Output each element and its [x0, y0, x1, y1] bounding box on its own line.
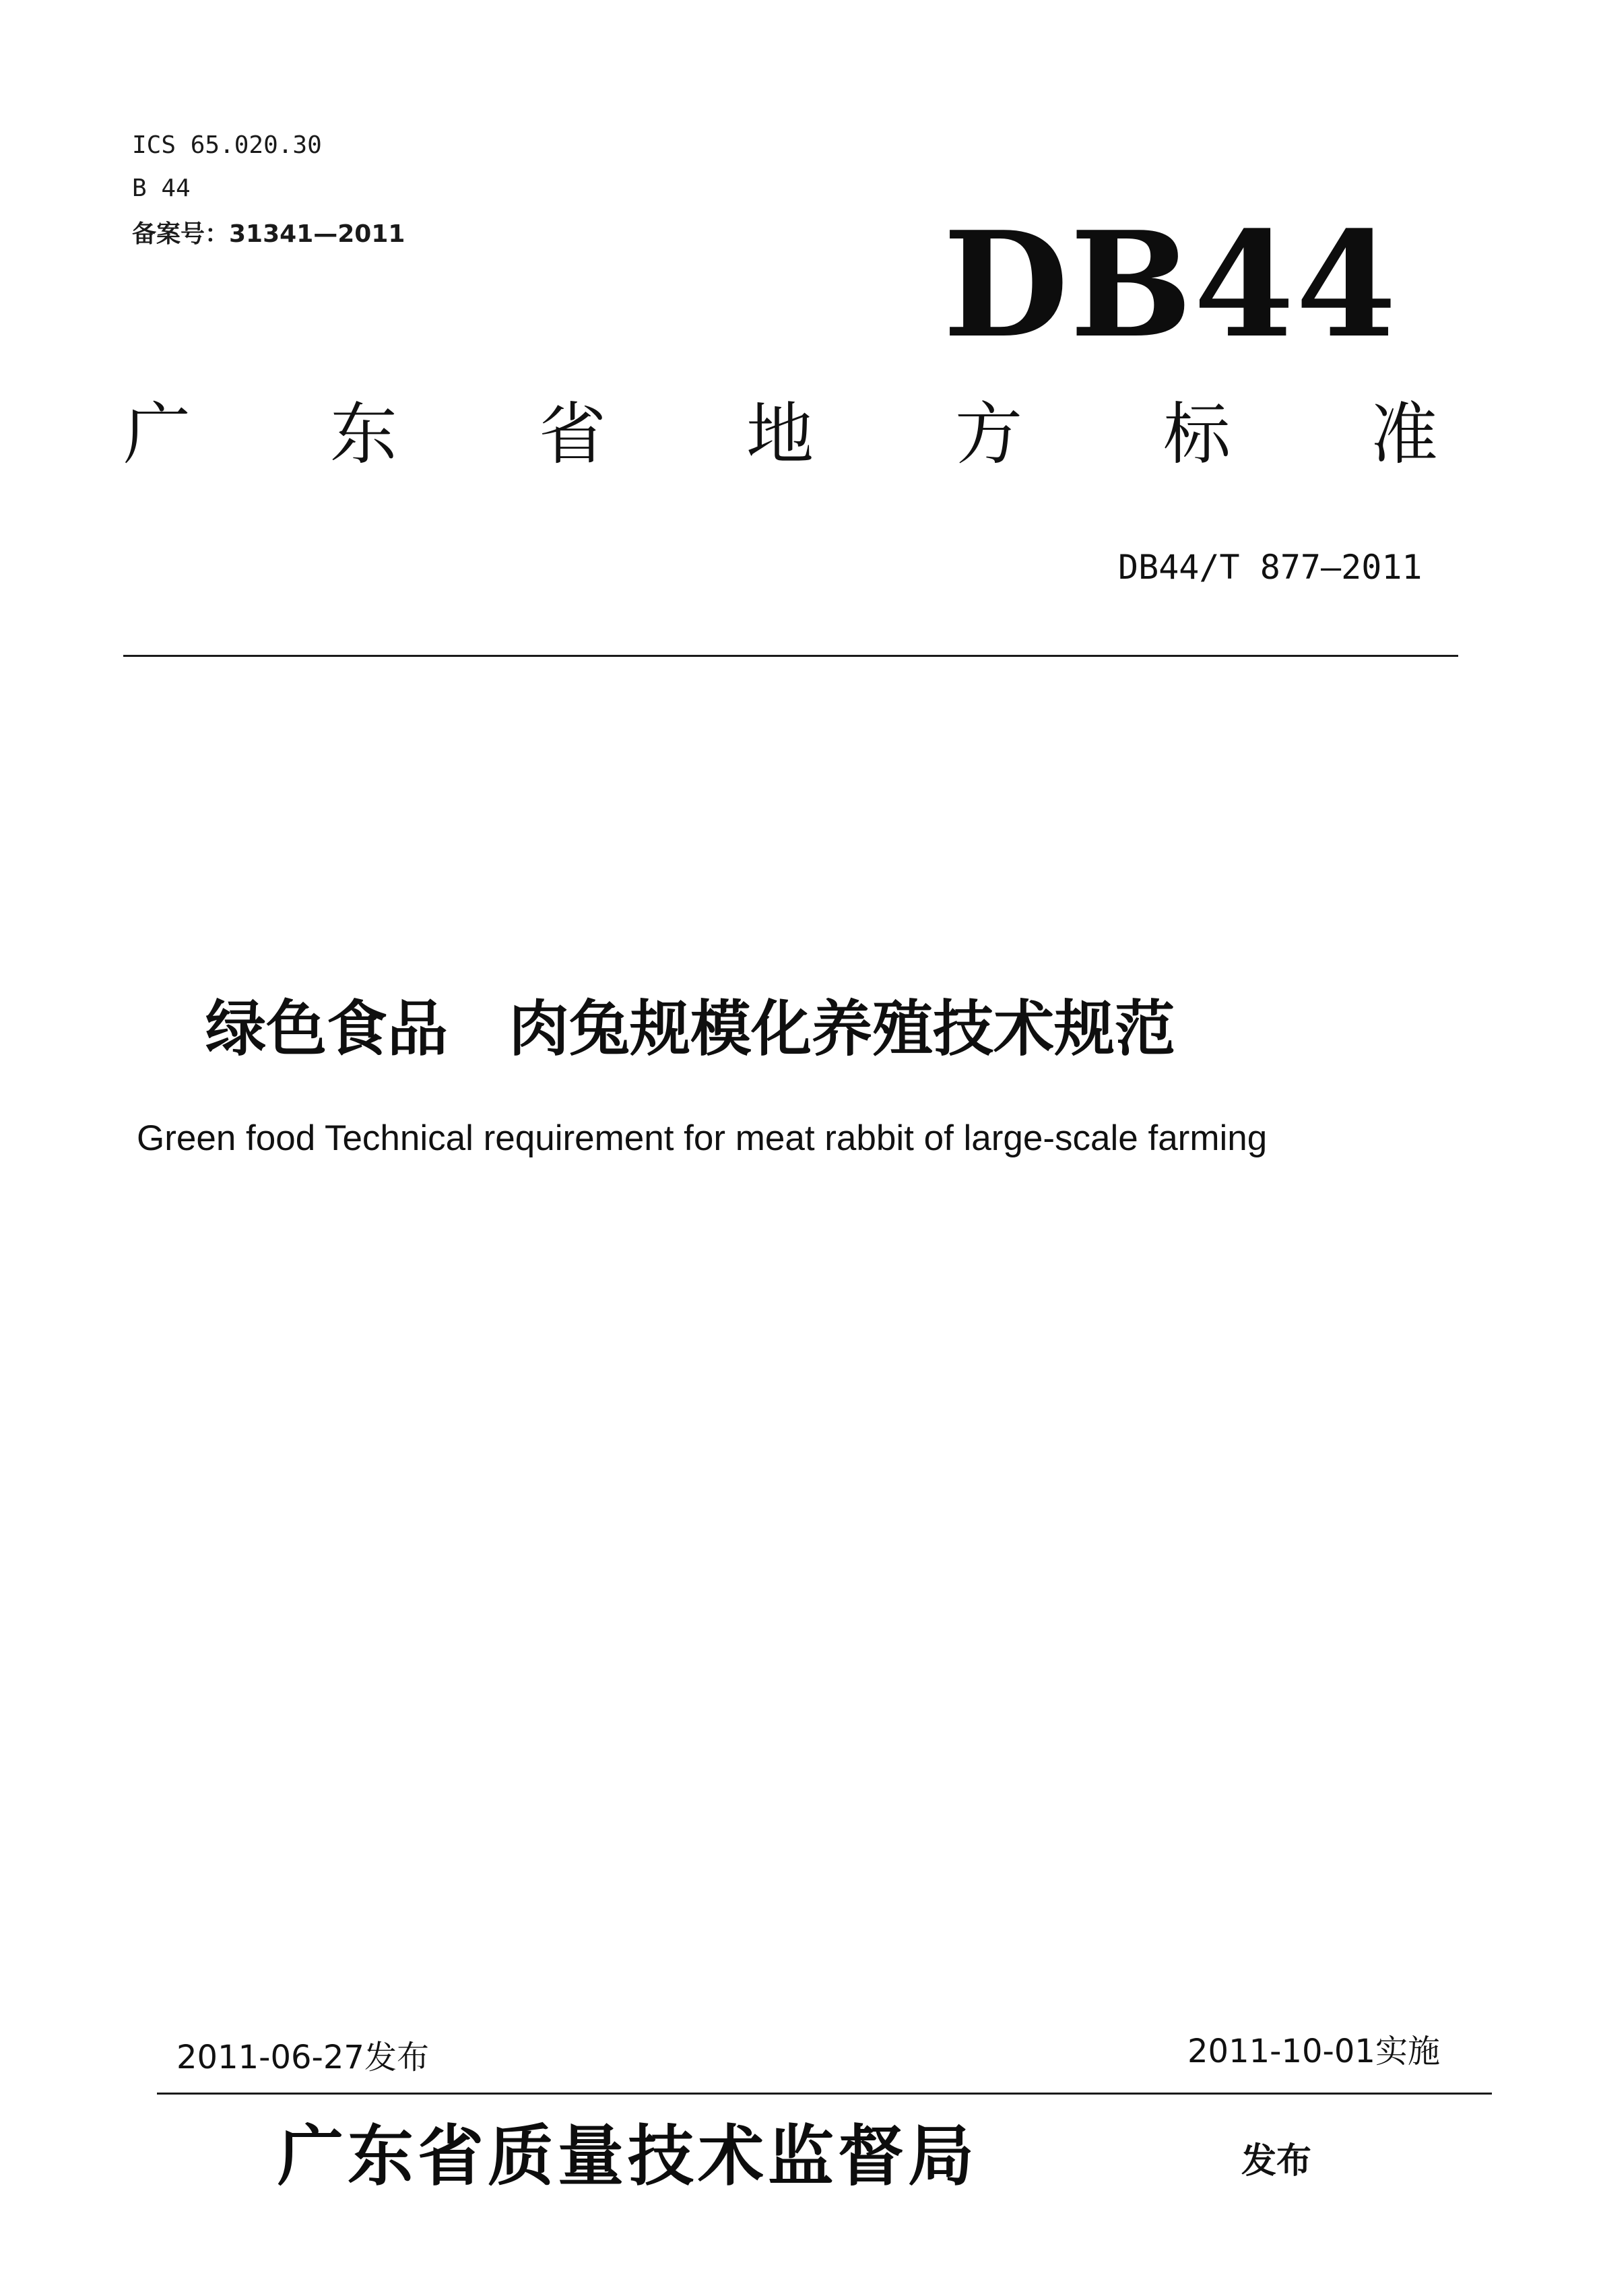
- record-number: 备案号：31341—2011: [132, 220, 405, 248]
- ics-code: ICS 65.020.30: [132, 131, 322, 159]
- title-english: Green food Technical requirement for meat rabbit of large-scale farming: [137, 1118, 1268, 1158]
- standard-logo: DB44: [943, 199, 1398, 370]
- banner-char-2: 东: [330, 395, 397, 474]
- banner-char-6: 标: [1163, 395, 1231, 474]
- publish-date: 2011-06-27发布: [176, 2039, 429, 2076]
- banner-char-4: 地: [746, 395, 814, 474]
- standard-number: DB44/T 877—2011: [1118, 548, 1423, 587]
- banner-char-1: 广: [123, 395, 191, 474]
- banner-char-3: 省: [539, 395, 606, 474]
- header-divider: [123, 655, 1458, 657]
- issuer-name: 广东省质量技术监督局: [277, 2117, 979, 2195]
- category-code: B 44: [132, 174, 191, 202]
- banner-char-7: 准: [1371, 395, 1438, 474]
- issuer-suffix: 发布: [1241, 2141, 1312, 2181]
- effective-date: 2011-10-01实施: [1187, 2033, 1440, 2070]
- title-chinese: 绿色食品 肉兔规模化养殖技术规范: [205, 994, 1175, 1064]
- footer-divider: [157, 2093, 1492, 2095]
- banner-char-5: 方: [955, 395, 1022, 474]
